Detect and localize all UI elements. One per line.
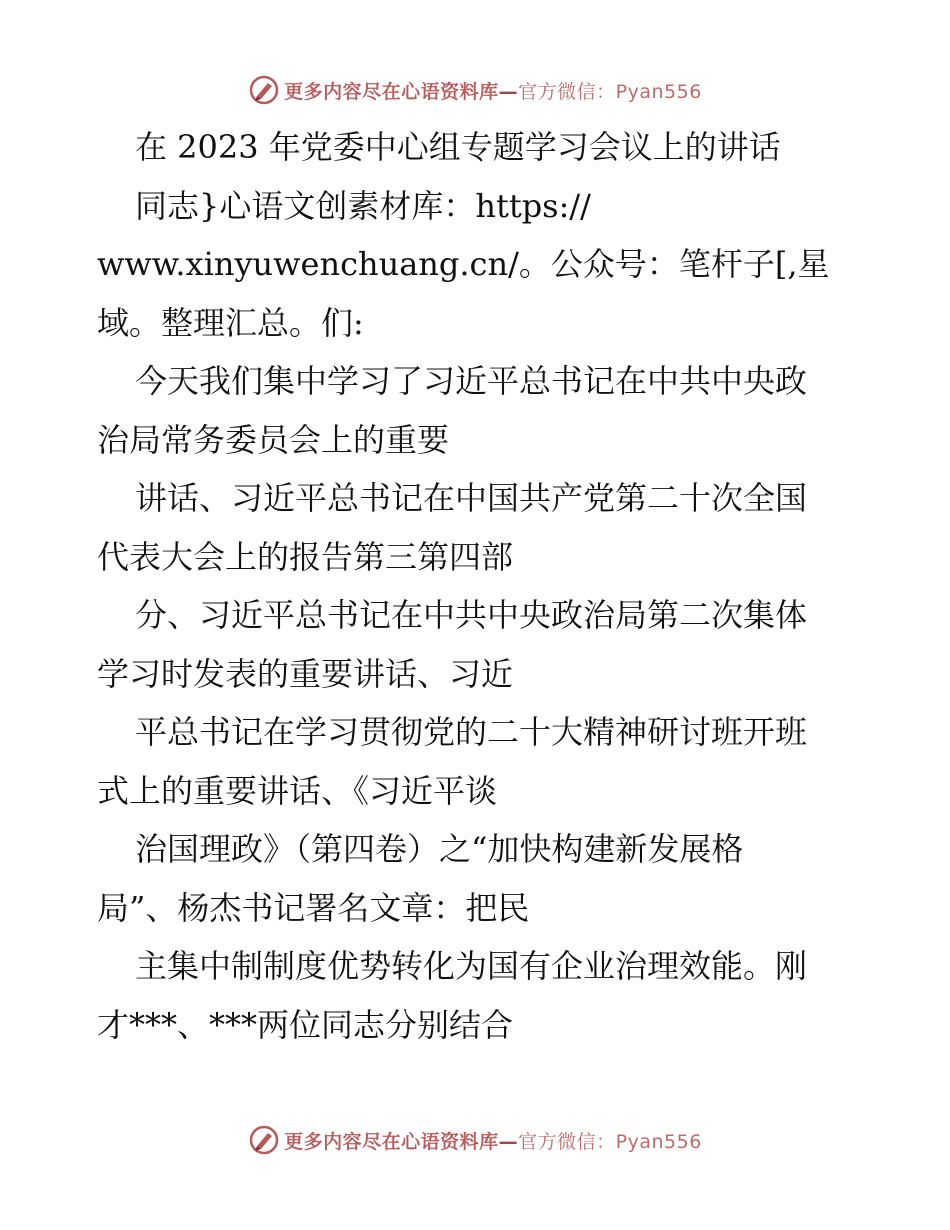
banner-main-text: 更多内容尽在心语资料库 [284,80,499,103]
pen-logo-icon [248,1124,280,1156]
banner-wechat-text: 官方微信：Pyan556 [518,1130,702,1153]
document-line: 讲话、习近平总书记在中国共产党第二十次全国 [135,479,808,517]
document-line: 学习时发表的重要讲话、习近 [97,654,514,693]
document-line: 今天我们集中学习了习近平总书记在中共中央政 [135,362,808,400]
document-line: 治国理政》（第四卷）之“加快构建新发展格 [135,830,744,868]
banner-wechat-text: 官方微信：Pyan556 [518,80,702,103]
document-line: 同志}心语文创素材库：https:// [135,186,591,225]
banner-separator: — [498,80,519,103]
pen-logo-icon [248,74,280,106]
banner-separator: — [498,1130,519,1153]
document-line: 才***、***两位同志分别结合 [97,1005,514,1044]
document-body [97,118,857,1054]
document-line: 域。整理汇总。们: [97,303,364,342]
banner-text [284,1127,702,1154]
document-line: 主集中制制度优势转化为国有企业治理效能。刚 [135,947,808,985]
document-line: 平总书记在学习贯彻党的二十大精神研讨班开班 [135,713,808,751]
document-line: 治局常务委员会上的重要 [97,420,450,459]
document-line: 分、习近平总书记在中共中央政治局第二次集体 [135,596,808,634]
document-line: www.xinyuwenchuang.cn/。公众号：笔杆子[,星 [97,245,830,283]
footer-banner [0,1120,950,1160]
banner-text [284,77,702,104]
banner-main-text: 更多内容尽在心语资料库 [284,1130,499,1153]
header-banner [0,70,950,110]
document-line: 在 2023 年党委中心组专题学习会议上的讲话 [135,128,781,166]
document-line: 式上的重要讲话、《习近平谈 [97,771,498,810]
document-line: 局”、杨杰书记署名文章：把民 [97,888,530,927]
document-line: 代表大会上的报告第三第四部 [97,537,514,576]
